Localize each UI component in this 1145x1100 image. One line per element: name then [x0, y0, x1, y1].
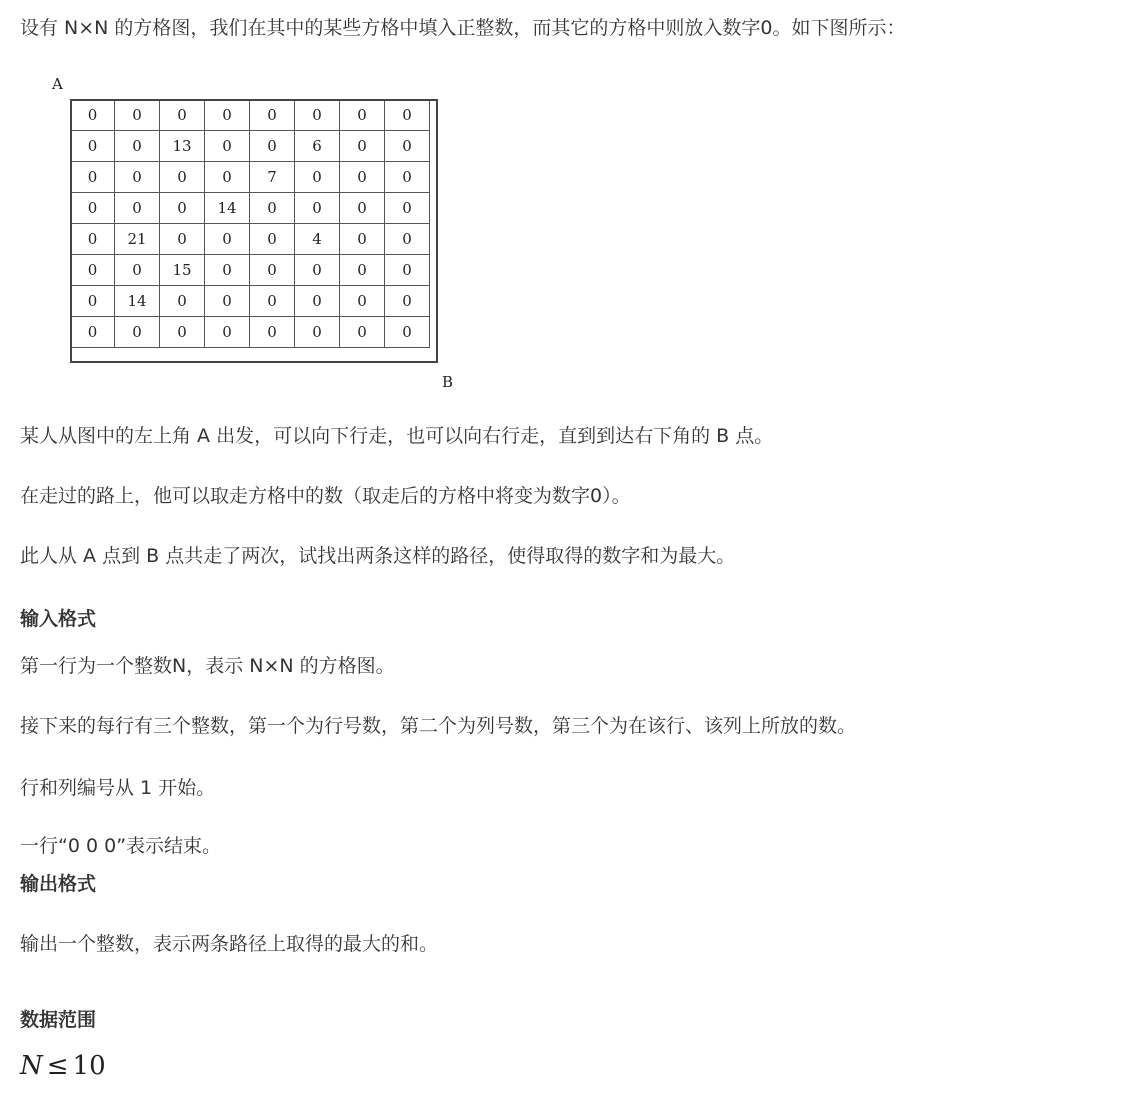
- data-range-formula: [20, 1048, 106, 1084]
- grid-cell: 0: [115, 193, 160, 224]
- input-format-line-2: 接下来的每行有三个整数，第一个为行号数，第二个为列号数，第三个为在该行、该列上所放的数。: [20, 715, 857, 737]
- grid-cell: 0: [340, 224, 385, 255]
- grid-cell: 0: [385, 317, 430, 348]
- grid-cell: 0: [115, 255, 160, 286]
- grid-cell: 0: [295, 100, 340, 131]
- grid-cell: 0: [205, 286, 250, 317]
- grid-cell: 0: [250, 100, 295, 131]
- grid-cell: 4: [295, 224, 340, 255]
- description-line-2: 在走过的路上，他可以取走方格中的数（取走后的方格中将变为数字0）。: [20, 485, 631, 507]
- grid-cell: 0: [71, 317, 115, 348]
- grid-cell: 0: [295, 286, 340, 317]
- grid-cell: 0: [205, 255, 250, 286]
- grid-cell: 0: [340, 317, 385, 348]
- grid-row: [71, 286, 430, 317]
- grid-cell: 13: [160, 131, 205, 162]
- grid-cell: 0: [160, 286, 205, 317]
- grid-cell: 0: [250, 317, 295, 348]
- grid-cell: 0: [205, 100, 250, 131]
- grid-cell: 0: [160, 193, 205, 224]
- grid-cell: 0: [205, 131, 250, 162]
- grid-cell: 0: [295, 317, 340, 348]
- grid-cell: 0: [71, 224, 115, 255]
- grid-cell: 0: [160, 224, 205, 255]
- grid-cell: 0: [385, 286, 430, 317]
- label-b: B: [442, 373, 454, 391]
- data-range-value: 10: [72, 1051, 106, 1081]
- grid-cell: 0: [71, 100, 115, 131]
- grid-cell: 0: [160, 100, 205, 131]
- grid-row: [71, 317, 430, 348]
- grid-cell: 0: [71, 162, 115, 193]
- grid-cell: 21: [115, 224, 160, 255]
- data-range-variable: N: [20, 1051, 43, 1081]
- grid-cell: 0: [71, 131, 115, 162]
- grid-cell: 0: [205, 317, 250, 348]
- grid-cell: 0: [385, 131, 430, 162]
- grid-cell: 0: [250, 255, 295, 286]
- grid-cell: 0: [340, 100, 385, 131]
- grid-cell: 0: [250, 131, 295, 162]
- data-range-operator: ≤: [46, 1051, 69, 1081]
- description-line-3: 此人从 A 点到 B 点共走了两次，试找出两条这样的路径，使得取得的数字和为最大。: [20, 545, 736, 567]
- grid-cell: 0: [385, 224, 430, 255]
- grid-cell: 14: [205, 193, 250, 224]
- grid-cell: 0: [71, 286, 115, 317]
- grid-cell: 0: [340, 255, 385, 286]
- grid-row: [71, 131, 430, 162]
- grid-cell: 14: [115, 286, 160, 317]
- grid-cell: 0: [205, 162, 250, 193]
- output-format-line-1: 输出一个整数，表示两条路径上取得的最大的和。: [20, 933, 439, 955]
- label-a: A: [52, 75, 63, 93]
- grid-cell: 0: [340, 162, 385, 193]
- intro-text: 设有 N×N 的方格图，我们在其中的某些方格中填入正整数，而其它的方格中则放入数字0。如下图所示：: [20, 17, 906, 39]
- input-format-line-4: 一行“0 0 0”表示结束。: [20, 835, 222, 857]
- grid-cell: 15: [160, 255, 205, 286]
- grid-cell: 0: [385, 193, 430, 224]
- grid-cell: 6: [295, 131, 340, 162]
- grid-cell: 0: [340, 193, 385, 224]
- grid-figure: [50, 75, 470, 395]
- data-range-heading: 数据范围: [20, 1009, 97, 1031]
- grid-row: [71, 224, 430, 255]
- grid-cell: 0: [115, 317, 160, 348]
- grid-cell: 0: [385, 162, 430, 193]
- grid-cell: 0: [295, 193, 340, 224]
- grid-cell: 0: [250, 224, 295, 255]
- grid-cell: 0: [115, 162, 160, 193]
- grid-cell: 0: [71, 255, 115, 286]
- input-format-line-1: 第一行为一个整数N，表示 N×N 的方格图。: [20, 655, 395, 677]
- grid-cell: 0: [295, 255, 340, 286]
- grid-cell: 0: [160, 162, 205, 193]
- grid-cell: 7: [250, 162, 295, 193]
- grid-row: [71, 100, 430, 131]
- grid-row: [71, 162, 430, 193]
- grid-cell: 0: [340, 131, 385, 162]
- grid-cell: 0: [385, 255, 430, 286]
- grid-cell: 0: [340, 286, 385, 317]
- number-grid: [70, 99, 430, 348]
- grid-row: [71, 255, 430, 286]
- grid-row: [71, 193, 430, 224]
- grid-cell: 0: [160, 317, 205, 348]
- grid-cell: 0: [250, 193, 295, 224]
- grid-cell: 0: [115, 131, 160, 162]
- grid-cell: 0: [205, 224, 250, 255]
- output-format-heading: 输出格式: [20, 873, 97, 895]
- description-line-1: 某人从图中的左上角 A 出发，可以向下行走，也可以向右行走，直到到达右下角的 B 点。: [20, 425, 774, 447]
- grid-cell: 0: [71, 193, 115, 224]
- grid-cell: 0: [115, 100, 160, 131]
- input-format-line-3: 行和列编号从 1 开始。: [20, 777, 216, 799]
- grid-cell: 0: [385, 100, 430, 131]
- grid-cell: 0: [295, 162, 340, 193]
- grid-cell: 0: [250, 286, 295, 317]
- input-format-heading: 输入格式: [20, 608, 97, 630]
